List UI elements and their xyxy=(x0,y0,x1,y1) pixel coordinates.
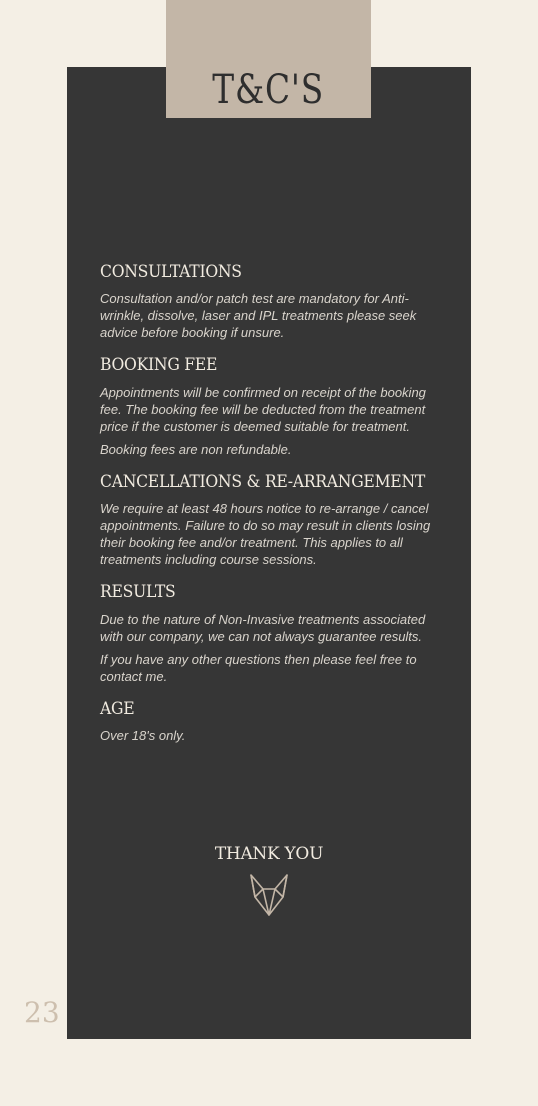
section-paragraph: Over 18's only. xyxy=(100,727,186,743)
section-paragraph: Appointments will be confirmed on receipt of the booking fee. The booking fee will be deducted from the treatment price if the customer is deemed suitable for treatment. xyxy=(100,384,426,434)
section-results xyxy=(100,582,440,684)
page-number: 23 xyxy=(24,996,60,1029)
section-cancellations xyxy=(100,472,440,568)
terms-content xyxy=(100,262,440,758)
section-heading: CONSULTATIONS xyxy=(100,262,242,282)
section-heading: RESULTS xyxy=(100,582,176,603)
title-banner xyxy=(166,0,371,118)
section-paragraph: Consultation and/or patch test are mandatory for Anti-wrinkle, dissolve, laser and IPL treatments please seek advice before booking if unsure. xyxy=(100,291,417,341)
section-booking-fee xyxy=(100,355,440,457)
section-paragraph: If you have any other questions then please feel free to contact me. xyxy=(100,651,417,684)
section-heading: CANCELLATIONS & RE-ARRANGEMENT xyxy=(100,471,426,492)
section-consultations xyxy=(100,262,440,341)
section-paragraph: Booking fees are non refundable. xyxy=(100,441,292,457)
section-heading: BOOKING FEE xyxy=(100,355,218,376)
section-paragraph: We require at least 48 hours notice to re-arrange / cancel appointments. Failure to do so may result in clients losing their booking fee and/or treatment. This applies to all treatments including course sessions. xyxy=(100,501,431,568)
section-age xyxy=(100,699,440,744)
thank-you-text: THANK YOU xyxy=(214,844,324,864)
section-paragraph: Due to the nature of Non-Invasive treatments associated with our company, we can not always guarantee results. xyxy=(100,611,426,644)
page-title: T&C'S xyxy=(212,67,325,113)
section-heading: AGE xyxy=(100,698,135,719)
fox-head-icon xyxy=(249,873,289,917)
